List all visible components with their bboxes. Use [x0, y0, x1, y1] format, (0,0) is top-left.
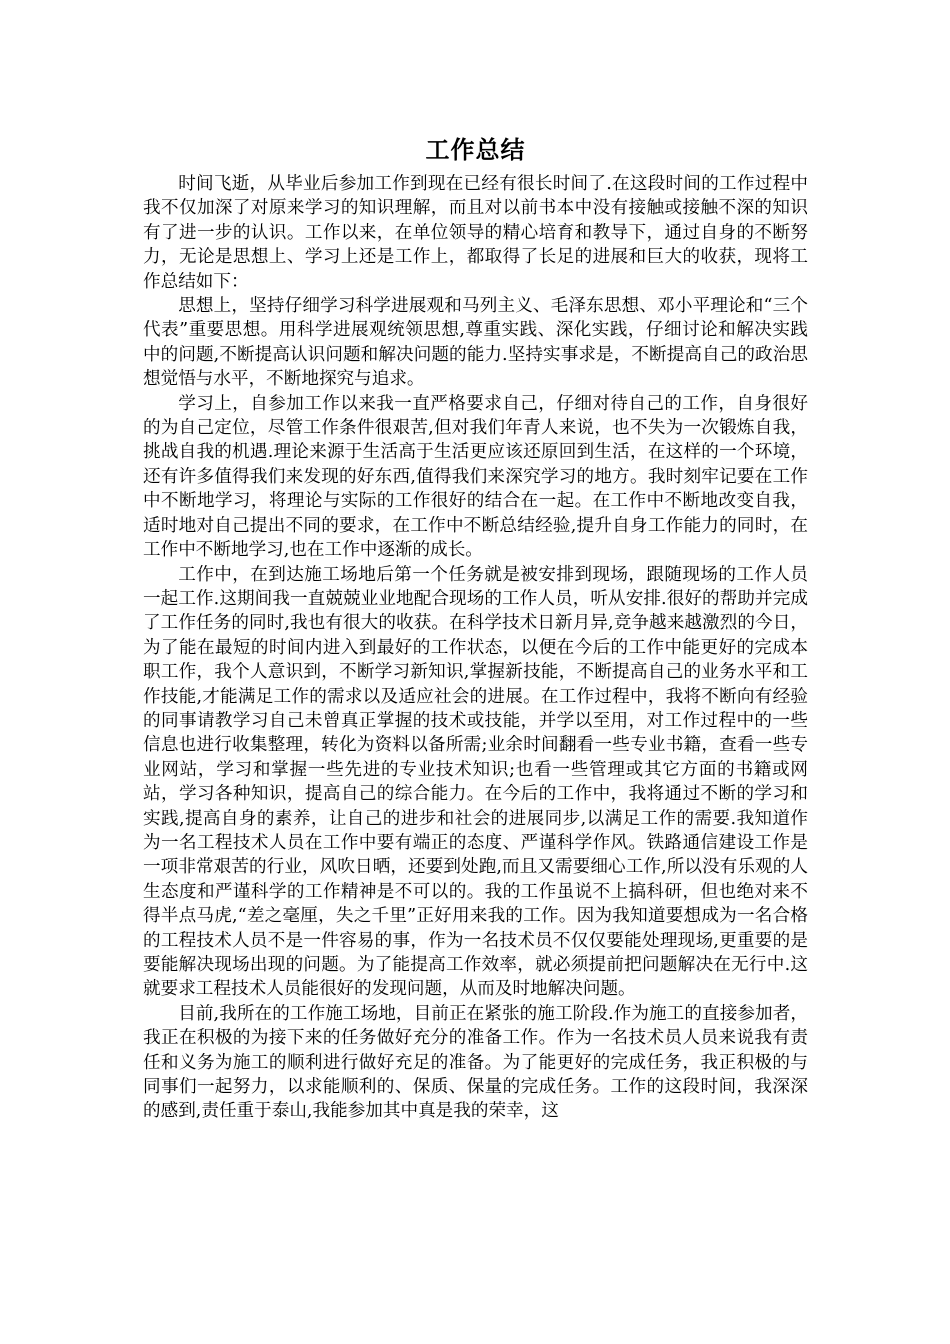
- paragraph-work: 工作中，在到达施工场地后第一个任务就是被安排到现场，跟随现场的工作人员一起工作.这期间我一直兢兢业业地配合现场的工作人员，听从安排.很好的帮助并完成了工作任务的同时,我也有很大的收获。在科学技术日新月异,竞争越来越激烈的今日，为了能在最短的时间内进入到最好的工作状态，以便在今后的工作中能更好的完成本职工作，我个人意识到，不断学习新知识,掌握新技能，不断提高自己的业务水平和工作技能,才能满足工作的需求以及适应社会的进展。在工作过程中，我将不断向有经验的同事请教学习自己未曾真正掌握的技术或技能，并学以至用，对工作过程中的一些信息也进行收集整理，转化为资料以备所需;业余时间翻看一些专业书籍，查看一些专业网站，学习和掌握一些先进的专业技术知识;也看一些管理或其它方面的书籍或网站，学习各种知识，提高自己的综合能力。在今后的工作中，我将通过不断的学习和实践,提高自身的素养，让自己的进步和社会的进展同步,以满足工作的需要.我知道作为一名工程技术人员在工作中要有端正的态度、严谨科学作风。铁路通信建设工作是一项非常艰苦的行业，风吹日晒，还要到处跑,而且又需要细心工作,所以没有乐观的人生态度和严谨科学的工作精神是不可以的。我的工作虽说不上搞科研，但也绝对来不得半点马虎,“差之毫厘，失之千里”正好用来我的工作。因为我知道要想成为一名合格的工程技术人员不是一件容易的事，作为一名技术员不仅仅要能处理现场,更重要的是要能解决现场出现的问题。为了能提高工作效率，就必须提前把问题解决在无行中.这就要求工程技术人员能很好的发现问题，从而及时地解决问题。: [143, 564, 808, 1000]
- paragraph-study: 学习上，自参加工作以来我一直严格要求自己，仔细对待自己的工作，自身很好的为自己定位，尽管工作条件很艰苦,但对我们年青人来说，也不失为一次锻炼自我，挑战自我的机遇.理论来源于生活高于生活更应该还原回到生活，在这样的一个环境，还有许多值得我们来发现的好东西,值得我们来深究学习的地方。我时刻牢记要在工作中不断地学习，将理论与实际的工作很好的结合在一起。在工作中不断地改变自我，适时地对自己提出不同的要求，在工作中不断总结经验,提升自身工作能力的同时，在工作中不断地学习,也在工作中逐渐的成长。: [143, 393, 808, 561]
- document-page: [143, 132, 808, 1124]
- paragraph-thought: 思想上，坚持仔细学习科学进展观和马列主义、毛泽东思想、邓小平理论和“三个代表”重要思想。用科学进展观统领思想,尊重实践、深化实践，仔细讨论和解决实践中的问题,不断提高认识问题和解决问题的能力.坚持实事求是，不断提高自己的政治思想觉悟与水平，不断地探究与追求。: [143, 296, 808, 390]
- paragraph-intro: 时间飞逝，从毕业后参加工作到现在已经有很长时间了.在这段时间的工作过程中我不仅加深了对原来学习的知识理解，而且对以前书本中没有接触或接触不深的知识有了进一步的认识。工作以来，在单位领导的精心培育和教导下，通过自身的不断努力，无论是思想上、学习上还是工作上，都取得了长足的进展和巨大的收获，现将工作总结如下：: [143, 174, 808, 292]
- paragraph-current: 目前,我所在的工作施工场地，目前正在紧张的施工阶段.作为施工的直接参加者，我正在积极的为接下来的任务做好充分的准备工作。作为一名技术员人员来说我有责任和义务为施工的顺利进行做好充足的准备。为了能更好的完成任务，我正积极的与同事们一起努力，以求能顺利的、保质、保量的完成任务。工作的这段时间，我深深的感到,责任重于泰山,我能参加其中真是我的荣幸，这: [143, 1003, 808, 1122]
- document-title: 工作总结: [425, 136, 526, 164]
